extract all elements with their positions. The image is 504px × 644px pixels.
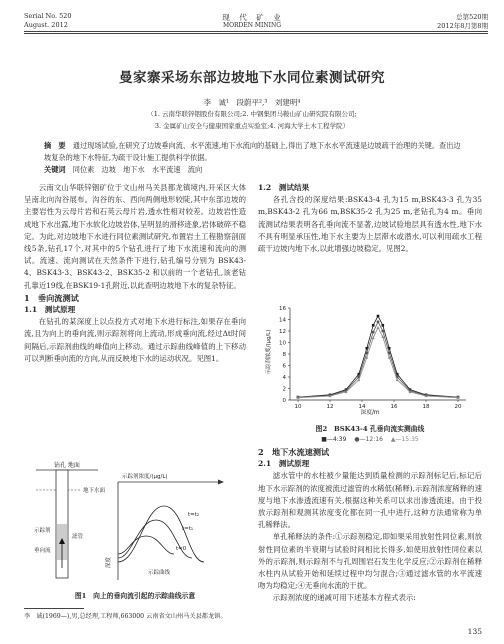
section-2-1-heading: 2.1 测试原理 [258, 459, 310, 469]
principle-paragraph: 在钻孔的某深度上以点投方式对地下水进行标注,如果存在垂向流,且为向上的垂向流,则示踪剂将向上流动,形成垂向流,经过Δt时间间隔后,示踪剂曲线的峰值向上移动。通过示踪曲线峰值的上下移动可以判断垂向流的方向,从而反映地下水的运动状况。见图1。 [24, 317, 246, 363]
chart-point [381, 330, 384, 333]
chart-point [377, 320, 380, 323]
journal-name-cn: 现 代 矿 业 [222, 13, 282, 22]
fig1-curve-t2 [118, 536, 174, 554]
issue-total: 总第520期 [456, 13, 488, 21]
section-2-heading: 2 地下水流速测试 [258, 447, 330, 457]
figure-2-caption: 图2 BSK43-4 孔垂向流实测曲线 [315, 425, 425, 433]
footnote-rule [24, 608, 84, 609]
chart-x-tick-label: 14 [358, 404, 366, 410]
chart-point [382, 324, 385, 327]
section-1-heading: 1 垂向流测试 [24, 292, 79, 303]
chart-y-tick-label: 8 [282, 352, 286, 358]
fig1-tracer-label: 示踪剂 [34, 528, 51, 534]
chart-x-tick-label: 16 [390, 404, 398, 410]
figure-2-chart [262, 302, 476, 420]
abstract-label: 摘 要 [44, 141, 66, 150]
fig1-hole-top-label: 钻孔 地面 [54, 462, 80, 469]
chart-x-tick-label: 20 [454, 404, 462, 410]
legend-item: ■—4:39 [321, 436, 347, 443]
abstract [44, 140, 464, 164]
fig1-t0-label: t=t₂ [188, 512, 200, 518]
figure-1-caption: 图1 向上的垂向流引起的示踪曲线示意 [74, 592, 196, 600]
chart-y-tick-label: 12 [279, 329, 286, 335]
author-footnote: 李 诚(1969—),男,总经理,工程师,663000 云南省文山州马关县都龙镇。 [24, 613, 227, 620]
fig1-curve-label: 示踪曲线 [148, 570, 171, 576]
formula-intro: 示踪剂浓度的递减可用下述基本方程式表示: [272, 593, 416, 603]
chart-x-tick-label: 18 [422, 404, 430, 410]
chart-y-tick-label: 4 [282, 375, 286, 381]
chart-x-tick-label: 12 [326, 404, 334, 410]
affiliation-line-1: （1. 云南华联锌铟股份有限公司;2. 中钢集团马鞍山矿山研究院有限公司; [147, 110, 357, 118]
header-rule [24, 31, 488, 32]
chart-series-line [298, 322, 458, 397]
chart-x-tick-label: 10 [294, 404, 302, 410]
intro-paragraph: 云南文山华联锌铟矿位于文山州马关县都龙镇境内,开采区大体呈南北向沟谷展布。沟谷的东、西向两侧地形较陡,其中东部边坡的主要岩性为云母片岩和石英云母片岩,透水性相对较差。边坡岩性造成地下水出露,地下水软化边坡岩体,呈明显的滑移迹象,岩体破碎不稳定。为此,对边坡地下水进行同位素测试研究,布置岩土工程勘察剖面线5条,钻孔17个,对其中的5个钻孔进行了地下水流速和流向的测试。流速、流向测试在天然条件下进行,钻孔编号分别为 BSK43-4、BSK43-3、BSK43-2、BSK35-2 和以前的一个老钻孔,该老钻孔靠近19线,在BSK19-1孔附近,以此查明边坡地下水的复杂特征。 [24, 183, 246, 290]
authors: 李 诚¹ 段蔚平²,³ 刘建明⁴ [203, 98, 301, 107]
journal-name-en: MORDEN MINING [222, 22, 282, 29]
keywords-label: 关键词 [44, 165, 66, 174]
serial-number: Serial No. 520 [24, 12, 72, 20]
fig1-t1-label: t=t₁ [182, 526, 194, 532]
chart-y-tick-label: 10 [279, 340, 286, 347]
fig1-upflow-label: 垂向流 [34, 548, 51, 554]
chart-legend [258, 434, 482, 443]
chart-y-tick-label: 14 [279, 317, 286, 324]
abstract-text: 通过现场试验,在研究了边坡垂向流、水平流速,地下水流向的基础上,得出了地下水水平流速是边坡疏干治理的关键。查出边坡复杂的地下水特征,为疏干设计施工提供科学依据。 [44, 141, 461, 162]
fig1-filter-label: 滤管 [72, 534, 84, 540]
chart-y-axis-label: 示踪剂浓度/(μg/L) [266, 329, 272, 375]
chart-point [372, 324, 375, 327]
figure-1-diagram [28, 458, 242, 584]
header-rule-thin [24, 33, 488, 34]
chart-point [377, 326, 380, 329]
fig1-conc-label: 示踪剂浓度/(μg/L) [122, 474, 168, 480]
section-1-2-heading: 1.2 测试结果 [258, 183, 310, 192]
chart-series-line [298, 328, 458, 398]
chart-y-tick-label: 16 [279, 306, 286, 312]
legend-item: ●—12:16 [354, 436, 383, 443]
page-number: 135 [467, 627, 482, 636]
chart-y-tick-label: 0 [282, 398, 286, 404]
left-column [24, 182, 246, 365]
chart-y-tick-label: 6 [282, 363, 286, 370]
affiliation-line-2: 3. 金属矿山安全与健康国家重点实验室;4. 河海大学土木工程学院） [154, 122, 350, 130]
chart-point [372, 331, 375, 334]
legend-item: ▲—15:35 [390, 436, 419, 443]
fig1-water-level-label: 地下水面 [83, 488, 106, 494]
section-1-1-heading: 1.1 测试原理 [24, 305, 76, 315]
chart-x-axis-label: 深度/m [360, 410, 380, 416]
keywords [44, 165, 464, 175]
fig1-depth-label: 深度 [106, 556, 112, 568]
chart-y-tick-label: 2 [282, 386, 286, 393]
conditions-paragraph: 单孔稀释法的条件:①示踪剂稳定,即如果采用放射性同位素,则放射性同位素的半衰期与试验时间相比长得多,如使用放射性同位素以外的示踪剂,则示踪剂不与孔周围岩石发生化学反应;②示踪剂在稀释水柱内从试验开始和延续过程中均匀混合;③通过滤水管的水平流速吻为均稳定;④无垂向水流的干扰。 [258, 532, 482, 591]
chart-point [377, 315, 380, 318]
keywords-text: 同位素 边坡 地下水 水平流速 流向 [72, 165, 203, 174]
principle2-paragraph: 滤水管中的水柱被少量能达到质量检测的示踪剂标记后,标记后地下水示踪剂的浓度被流过滤管的水稀低(稀释),示踪剂浓度稀释的速度与地下水渗透流速有关,根据这种关系可以求出渗透流速。由于投放示踪剂和观测其浓度变化都在同一孔中进行,这种方法通常称为单孔稀释法。 [258, 471, 482, 530]
issue-date: 2012年8月第8期 [437, 22, 488, 30]
right-column-top [258, 182, 482, 255]
article-title: 曼家寨采场东部边坡地下水同位素测试研究 [119, 70, 385, 86]
issue-month: August. 2012 [24, 21, 68, 29]
right-column-bottom [258, 446, 482, 605]
fig1-t2-label: t=0 [176, 546, 187, 552]
results-paragraph: 各孔含投的深度结果:BSK43-4 孔为15 m,BSK43-3 孔为35 m,BSK43-2 孔为66 m,BSK35-2 孔为25 m,老钻孔为4 m。垂向流测试结果表明各孔垂向流不显著,边坡试验地层具有透水性,地下水不具有明显承压性,地下水主要为上层滞水或潜水,可以利用疏水工程疏干边坡内地下水,以此增强边坡稳定。见图2。 [258, 195, 482, 254]
fig1-axis-arrow-icon [218, 480, 224, 485]
